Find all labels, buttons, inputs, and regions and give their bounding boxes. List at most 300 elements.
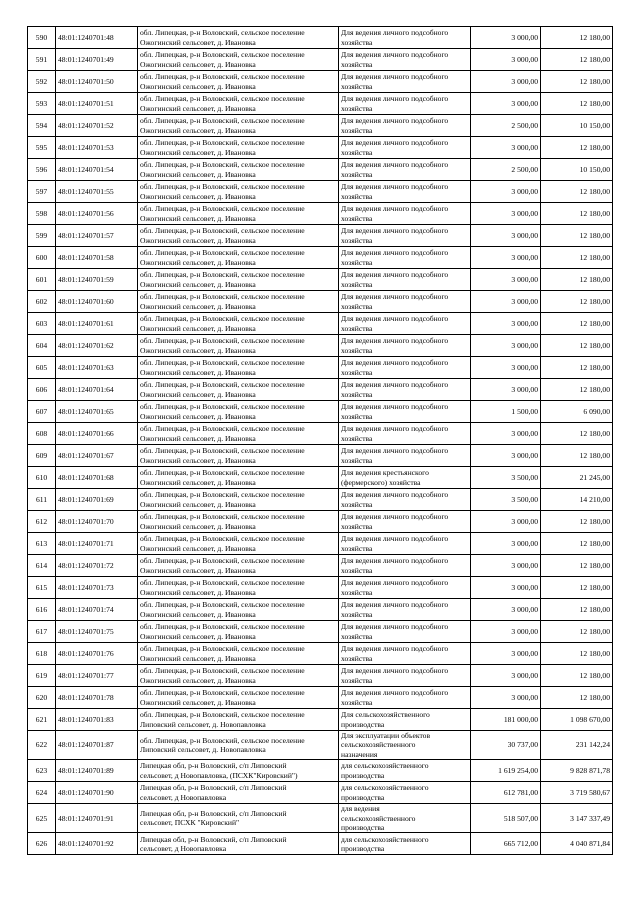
permitted-use-line: Для ведения личного подсобного (341, 622, 449, 632)
cadastral-value: 3 147 337,49 (541, 804, 613, 833)
plot-address (138, 159, 339, 181)
cadastral-value: 12 180,00 (541, 643, 613, 665)
permitted-use-line: назначения (341, 749, 378, 759)
table-row (28, 665, 613, 687)
plot-address (138, 357, 339, 379)
plot-address-line: обл. Липецкая, р-н Воловский, сельское поселение (140, 666, 305, 676)
plot-area: 3 000,00 (471, 247, 541, 269)
table-row (28, 225, 613, 247)
permitted-use-line: для сельскохозяйственного (341, 761, 429, 771)
cadastral-number: 48:01:1240701:56 (56, 203, 138, 225)
permitted-use (339, 665, 471, 687)
table-row (28, 401, 613, 423)
permitted-use (339, 291, 471, 313)
plot-address-line: Липецкая обл, р-н Воловский, с/п Липовский (140, 808, 287, 818)
plot-address-line: обл. Липецкая, р-н Воловский, сельское поселение (140, 644, 305, 654)
permitted-use-line: для ведения (341, 804, 380, 814)
permitted-use-line: Для ведения личного подсобного (341, 138, 449, 148)
row-number: 599 (28, 225, 56, 247)
cadastral-number: 48:01:1240701:75 (56, 621, 138, 643)
cadastral-value: 12 180,00 (541, 313, 613, 335)
plot-address-line: Ожогинский сельсовет, д. Ивановка (140, 521, 256, 531)
plot-address (138, 137, 339, 159)
plot-address-line: обл. Липецкая, р-н Воловский, сельское поселение (140, 160, 305, 170)
row-number: 609 (28, 445, 56, 467)
permitted-use-line: хозяйства (341, 521, 373, 531)
plot-address-line: обл. Липецкая, р-н Воловский, сельское поселение (140, 292, 305, 302)
plot-area: 1 619 254,00 (471, 760, 541, 782)
permitted-use-line: хозяйства (341, 389, 373, 399)
cadastral-value: 12 180,00 (541, 357, 613, 379)
permitted-use (339, 379, 471, 401)
permitted-use (339, 423, 471, 445)
row-number: 590 (28, 27, 56, 49)
row-number: 617 (28, 621, 56, 643)
row-number: 619 (28, 665, 56, 687)
plot-address (138, 71, 339, 93)
table-row (28, 804, 613, 833)
plot-address-line: обл. Липецкая, р-н Воловский, сельское поселение (140, 204, 305, 214)
cadastral-number: 48:01:1240701:55 (56, 181, 138, 203)
cadastral-number: 48:01:1240701:58 (56, 247, 138, 269)
permitted-use (339, 93, 471, 115)
plot-address-line: обл. Липецкая, р-н Воловский, сельское поселение (140, 314, 305, 324)
permitted-use-line: хозяйства (341, 411, 373, 421)
plot-address-line: обл. Липецкая, р-н Воловский, сельское поселение (140, 534, 305, 544)
table-row (28, 731, 613, 760)
plot-area: 612 781,00 (471, 782, 541, 804)
permitted-use-line: Для ведения личного подсобного (341, 72, 449, 82)
plot-address-line: Ожогинский сельсовет, д. Ивановка (140, 609, 256, 619)
plot-address (138, 225, 339, 247)
permitted-use-line: Для ведения личного подсобного (341, 94, 449, 104)
permitted-use-line: Для ведения личного подсобного (341, 556, 449, 566)
plot-address-line: обл. Липецкая, р-н Воловский, сельское поселение (140, 512, 305, 522)
cadastral-value: 12 180,00 (541, 27, 613, 49)
permitted-use (339, 225, 471, 247)
cadastral-number: 48:01:1240701:69 (56, 489, 138, 511)
row-number: 625 (28, 804, 56, 833)
plot-area: 181 000,00 (471, 709, 541, 731)
plot-address-line: Ожогинский сельсовет, д. Ивановка (140, 411, 256, 421)
cadastral-value: 12 180,00 (541, 599, 613, 621)
cadastral-number: 48:01:1240701:54 (56, 159, 138, 181)
table-row (28, 577, 613, 599)
permitted-use-line: Для ведения личного подсобного (341, 50, 449, 60)
plot-address (138, 27, 339, 49)
cadastral-number: 48:01:1240701:74 (56, 599, 138, 621)
permitted-use-line: хозяйства (341, 147, 373, 157)
table-row (28, 599, 613, 621)
cadastral-value: 10 150,00 (541, 159, 613, 181)
table-row (28, 445, 613, 467)
permitted-use-line: хозяйства (341, 103, 373, 113)
row-number: 612 (28, 511, 56, 533)
cadastral-number: 48:01:1240701:87 (56, 731, 138, 760)
cadastral-number: 48:01:1240701:91 (56, 804, 138, 833)
plot-address (138, 665, 339, 687)
permitted-use-line: Для ведения личного подсобного (341, 292, 449, 302)
row-number: 624 (28, 782, 56, 804)
plot-address-line: обл. Липецкая, р-н Воловский, сельское поселение (140, 72, 305, 82)
permitted-use-line: хозяйства (341, 125, 373, 135)
plot-area: 3 000,00 (471, 291, 541, 313)
permitted-use-line: хозяйства (341, 37, 373, 47)
cadastral-number: 48:01:1240701:57 (56, 225, 138, 247)
permitted-use-line: Для сельскохозяйственного (341, 710, 430, 720)
permitted-use-line: Для ведения личного подсобного (341, 314, 449, 324)
permitted-use-line: хозяйства (341, 433, 373, 443)
permitted-use-line: хозяйства (341, 81, 373, 91)
permitted-use (339, 643, 471, 665)
plot-address-line: обл. Липецкая, р-н Воловский, сельское поселение (140, 424, 305, 434)
plot-address (138, 93, 339, 115)
cadastral-number: 48:01:1240701:50 (56, 71, 138, 93)
plot-address-line: Ожогинский сельсовет, д. Ивановка (140, 169, 256, 179)
plot-area: 3 000,00 (471, 225, 541, 247)
plot-address-line: Ожогинский сельсовет, д. Ивановка (140, 455, 256, 465)
row-number: 626 (28, 833, 56, 855)
plot-address-line: обл. Липецкая, р-н Воловский, сельское поселение (140, 600, 305, 610)
permitted-use-line: Для ведения личного подсобного (341, 534, 449, 544)
plot-address (138, 313, 339, 335)
plot-address (138, 181, 339, 203)
permitted-use-line: хозяйства (341, 169, 373, 179)
permitted-use-line: Для ведения личного подсобного (341, 578, 449, 588)
plot-area: 3 000,00 (471, 181, 541, 203)
row-number: 603 (28, 313, 56, 335)
cadastral-value: 12 180,00 (541, 687, 613, 709)
permitted-use-line: Для ведения личного подсобного (341, 490, 449, 500)
cadastral-number: 48:01:1240701:77 (56, 665, 138, 687)
permitted-use (339, 533, 471, 555)
plot-address-line: Ожогинский сельсовет, д. Ивановка (140, 279, 256, 289)
cadastral-number: 48:01:1240701:61 (56, 313, 138, 335)
permitted-use-line: Для ведения личного подсобного (341, 644, 449, 654)
plot-address-line: Ожогинский сельсовет, д. Ивановка (140, 653, 256, 663)
table-row (28, 93, 613, 115)
permitted-use (339, 782, 471, 804)
cadastral-value: 12 180,00 (541, 577, 613, 599)
table-row (28, 833, 613, 855)
table-row (28, 71, 613, 93)
plot-area: 3 000,00 (471, 445, 541, 467)
permitted-use-line: Для ведения крестьянского (341, 468, 429, 478)
permitted-use (339, 71, 471, 93)
plot-address (138, 467, 339, 489)
table-row (28, 489, 613, 511)
plot-address (138, 731, 339, 760)
permitted-use-line: хозяйства (341, 653, 373, 663)
row-number: 598 (28, 203, 56, 225)
plot-address-line: Липецкая обл, р-н Воловский, с/п Липовский (140, 761, 287, 771)
cadastral-value: 4 040 871,84 (541, 833, 613, 855)
permitted-use (339, 49, 471, 71)
plot-area: 3 000,00 (471, 27, 541, 49)
permitted-use-line: Для ведения личного подсобного (341, 380, 449, 390)
plot-address-line: обл. Липецкая, р-н Воловский, сельское поселение (140, 270, 305, 280)
plot-address-line: Ожогинский сельсовет, д. Ивановка (140, 367, 256, 377)
permitted-use (339, 489, 471, 511)
table-row (28, 247, 613, 269)
permitted-use-line: Для ведения личного подсобного (341, 28, 449, 38)
plot-area: 3 000,00 (471, 203, 541, 225)
plot-area: 3 000,00 (471, 313, 541, 335)
plot-address-line: Ожогинский сельсовет, д. Ивановка (140, 147, 256, 157)
plot-address-line: Липецкая обл, р-н Воловский, с/п Липовский (140, 834, 287, 844)
table-row (28, 379, 613, 401)
plot-area: 2 500,00 (471, 115, 541, 137)
plot-address-line: Ожогинский сельсовет, д. Ивановка (140, 477, 256, 487)
plot-address-line: обл. Липецкая, р-н Воловский, сельское поселение (140, 358, 305, 368)
permitted-use (339, 27, 471, 49)
plot-address-line: Ожогинский сельсовет, д. Ивановка (140, 675, 256, 685)
plot-address-line: сельсовет, ПСХК "Кировский" (140, 818, 240, 828)
permitted-use-line: хозяйства (341, 675, 373, 685)
row-number: 607 (28, 401, 56, 423)
permitted-use-line: хозяйства (341, 609, 373, 619)
table-row (28, 313, 613, 335)
plot-address-line: Ожогинский сельсовет, д. Ивановка (140, 697, 256, 707)
permitted-use (339, 709, 471, 731)
plot-address-line: Липецкая обл, р-н Воловский, с/п Липовский (140, 783, 287, 793)
cadastral-value: 21 245,00 (541, 467, 613, 489)
plot-address-line: Ожогинский сельсовет, д. Ивановка (140, 301, 256, 311)
plot-address-line: Ожогинский сельсовет, д. Ивановка (140, 103, 256, 113)
row-number: 623 (28, 760, 56, 782)
table-row (28, 467, 613, 489)
table-row (28, 709, 613, 731)
row-number: 602 (28, 291, 56, 313)
plot-address-line: обл. Липецкая, р-н Воловский, сельское поселение (140, 688, 305, 698)
permitted-use (339, 467, 471, 489)
plot-address (138, 760, 339, 782)
cadastral-number: 48:01:1240701:51 (56, 93, 138, 115)
permitted-use-line: Для ведения личного подсобного (341, 336, 449, 346)
row-number: 606 (28, 379, 56, 401)
permitted-use (339, 621, 471, 643)
plot-area: 3 000,00 (471, 555, 541, 577)
permitted-use-line: хозяйства (341, 587, 373, 597)
table-row (28, 423, 613, 445)
permitted-use-line: Для ведения личного подсобного (341, 182, 449, 192)
permitted-use-line: Для ведения личного подсобного (341, 512, 449, 522)
permitted-use-line: сельскохозяйственного (341, 740, 416, 750)
cadastral-value: 12 180,00 (541, 379, 613, 401)
permitted-use-line: хозяйства (341, 191, 373, 201)
plot-address-line: Ожогинский сельсовет, д. Ивановка (140, 81, 256, 91)
table-row (28, 159, 613, 181)
cadastral-value: 231 142,24 (541, 731, 613, 760)
plot-area: 3 000,00 (471, 423, 541, 445)
cadastral-value: 12 180,00 (541, 335, 613, 357)
cadastral-value: 12 180,00 (541, 665, 613, 687)
permitted-use (339, 247, 471, 269)
plot-area: 3 000,00 (471, 49, 541, 71)
plot-address-line: сельсовет, д Новопавловка, (ПСХК"Кировский") (140, 770, 298, 780)
cadastral-value: 12 180,00 (541, 269, 613, 291)
plot-address-line: обл. Липецкая, р-н Воловский, сельское поселение (140, 116, 305, 126)
plot-address-line: обл. Липецкая, р-н Воловский, сельское поселение (140, 578, 305, 588)
permitted-use (339, 511, 471, 533)
plot-address (138, 49, 339, 71)
plot-address (138, 489, 339, 511)
plot-address (138, 643, 339, 665)
permitted-use (339, 357, 471, 379)
plot-address-line: Ожогинский сельсовет, д. Ивановка (140, 565, 256, 575)
plot-area: 3 000,00 (471, 511, 541, 533)
row-number: 596 (28, 159, 56, 181)
plot-address-line: обл. Липецкая, р-н Воловский, сельское поселение (140, 380, 305, 390)
row-number: 593 (28, 93, 56, 115)
table-row (28, 335, 613, 357)
table-row (28, 621, 613, 643)
permitted-use-line: хозяйства (341, 499, 373, 509)
plot-address-line: Ожогинский сельсовет, д. Ивановка (140, 59, 256, 69)
row-number: 592 (28, 71, 56, 93)
cadastral-number: 48:01:1240701:67 (56, 445, 138, 467)
plot-address-line: Ожогинский сельсовет, д. Ивановка (140, 631, 256, 641)
plot-address (138, 115, 339, 137)
plot-area: 3 000,00 (471, 357, 541, 379)
cadastral-number: 48:01:1240701:49 (56, 49, 138, 71)
plot-address-line: Ожогинский сельсовет, д. Ивановка (140, 125, 256, 135)
row-number: 600 (28, 247, 56, 269)
cadastral-value: 9 828 871,78 (541, 760, 613, 782)
permitted-use-line: хозяйства (341, 697, 373, 707)
permitted-use (339, 731, 471, 760)
row-number: 616 (28, 599, 56, 621)
permitted-use-line: Для эксплуатации объектов (341, 731, 431, 740)
permitted-use-line: для сельскохозяйственного (341, 834, 429, 844)
row-number: 613 (28, 533, 56, 555)
plot-area: 3 000,00 (471, 71, 541, 93)
cadastral-number: 48:01:1240701:48 (56, 27, 138, 49)
cadastral-value: 12 180,00 (541, 423, 613, 445)
permitted-use (339, 115, 471, 137)
cadastral-number: 48:01:1240701:63 (56, 357, 138, 379)
plot-address (138, 599, 339, 621)
plot-area: 3 000,00 (471, 269, 541, 291)
cadastral-value: 10 150,00 (541, 115, 613, 137)
plot-area: 3 500,00 (471, 467, 541, 489)
plot-address (138, 804, 339, 833)
permitted-use-line: Для ведения личного подсобного (341, 666, 449, 676)
permitted-use (339, 313, 471, 335)
permitted-use-line: хозяйства (341, 235, 373, 245)
cadastral-value: 12 180,00 (541, 533, 613, 555)
table-row (28, 291, 613, 313)
plot-area: 30 737,00 (471, 731, 541, 760)
permitted-use-line: хозяйства (341, 455, 373, 465)
permitted-use-line: хозяйства (341, 345, 373, 355)
cadastral-number: 48:01:1240701:71 (56, 533, 138, 555)
cadastral-value: 12 180,00 (541, 203, 613, 225)
plot-address-line: Ожогинский сельсовет, д. Ивановка (140, 37, 256, 47)
permitted-use (339, 269, 471, 291)
plot-address (138, 423, 339, 445)
cadastral-value: 12 180,00 (541, 225, 613, 247)
cadastral-number: 48:01:1240701:89 (56, 760, 138, 782)
cadastral-number: 48:01:1240701:53 (56, 137, 138, 159)
cadastral-number: 48:01:1240701:70 (56, 511, 138, 533)
row-number: 618 (28, 643, 56, 665)
cadastral-value: 14 210,00 (541, 489, 613, 511)
permitted-use (339, 445, 471, 467)
table-row (28, 115, 613, 137)
cadastral-number: 48:01:1240701:59 (56, 269, 138, 291)
row-number: 594 (28, 115, 56, 137)
table-row (28, 643, 613, 665)
plot-address (138, 577, 339, 599)
plot-address-line: Ожогинский сельсовет, д. Ивановка (140, 191, 256, 201)
plot-address-line: обл. Липецкая, р-н Воловский, сельское поселение (140, 402, 305, 412)
plot-address-line: Ожогинский сельсовет, д. Ивановка (140, 587, 256, 597)
permitted-use (339, 804, 471, 833)
plot-address (138, 203, 339, 225)
plot-area: 3 000,00 (471, 577, 541, 599)
permitted-use (339, 335, 471, 357)
permitted-use (339, 159, 471, 181)
plot-address-line: обл. Липецкая, р-н Воловский, сельское поселение (140, 94, 305, 104)
plot-address-line: обл. Липецкая, р-н Воловский, сельское поселение (140, 226, 305, 236)
permitted-use (339, 203, 471, 225)
table-row (28, 782, 613, 804)
permitted-use-line: Для ведения личного подсобного (341, 226, 449, 236)
permitted-use-line: производства (341, 770, 385, 780)
permitted-use-line: хозяйства (341, 213, 373, 223)
cadastral-number: 48:01:1240701:66 (56, 423, 138, 445)
cadastral-number: 48:01:1240701:76 (56, 643, 138, 665)
permitted-use-line: для сельскохозяйственного (341, 783, 429, 793)
cadastral-value: 12 180,00 (541, 291, 613, 313)
permitted-use (339, 760, 471, 782)
plot-area: 3 000,00 (471, 599, 541, 621)
plot-address-line: обл. Липецкая, р-н Воловский, сельское поселение (140, 248, 305, 258)
permitted-use-line: Для ведения личного подсобного (341, 446, 449, 456)
plot-address-line: обл. Липецкая, р-н Воловский, сельское поселение (140, 710, 305, 720)
plot-area: 3 000,00 (471, 379, 541, 401)
cadastral-value: 12 180,00 (541, 49, 613, 71)
table-row (28, 269, 613, 291)
plot-address-line: Ожогинский сельсовет, д. Ивановка (140, 345, 256, 355)
plot-address-line: Ожогинский сельсовет, д. Ивановка (140, 433, 256, 443)
plot-area: 3 000,00 (471, 533, 541, 555)
plot-area: 3 000,00 (471, 643, 541, 665)
permitted-use-line: производства (341, 792, 385, 802)
plot-address-line: Ожогинский сельсовет, д. Ивановка (140, 235, 256, 245)
plot-address-line: Липовский сельсовет, д. Новопавловка (140, 719, 266, 729)
cadastral-number: 48:01:1240701:73 (56, 577, 138, 599)
plot-address-line: обл. Липецкая, р-н Воловский, сельское поселение (140, 182, 305, 192)
plot-address (138, 247, 339, 269)
cadastral-number: 48:01:1240701:64 (56, 379, 138, 401)
table-row (28, 533, 613, 555)
plot-address-line: обл. Липецкая, р-н Воловский, сельское поселение (140, 490, 305, 500)
cadastral-number: 48:01:1240701:90 (56, 782, 138, 804)
row-number: 601 (28, 269, 56, 291)
cadastral-number: 48:01:1240701:62 (56, 335, 138, 357)
permitted-use-line: Для ведения личного подсобного (341, 688, 449, 698)
table-row (28, 27, 613, 49)
plot-address (138, 833, 339, 855)
plot-address-line: обл. Липецкая, р-н Воловский, сельское поселение (140, 622, 305, 632)
cadastral-value: 6 090,00 (541, 401, 613, 423)
plot-address (138, 335, 339, 357)
table-row (28, 181, 613, 203)
cadastral-number: 48:01:1240701:72 (56, 555, 138, 577)
row-number: 605 (28, 357, 56, 379)
